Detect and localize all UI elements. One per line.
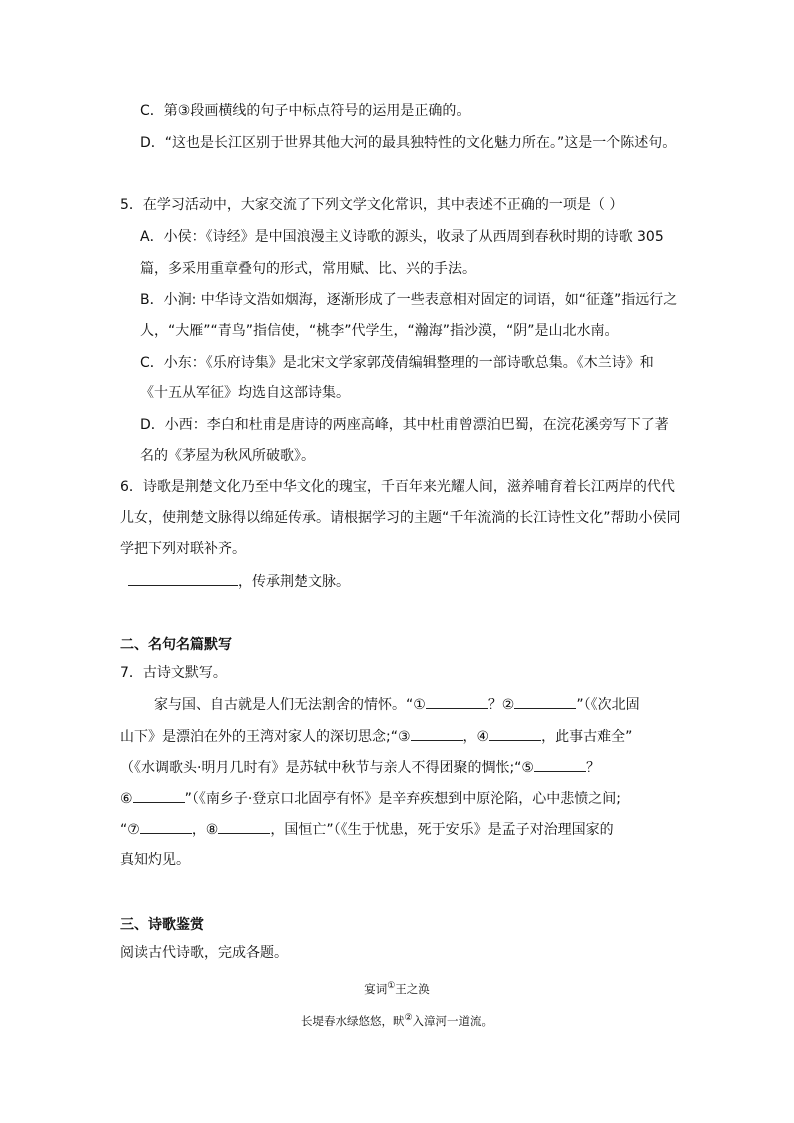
q6-answer-suffix: ，传承荆楚文脉。 (238, 574, 350, 590)
blank-5[interactable] (534, 756, 586, 772)
q7-text: ⑥ (120, 791, 133, 807)
q7-text: ，此事古难全” (541, 729, 633, 745)
q5-option-d-line2: 名的《茅屋为秋风所破歌》。 (140, 448, 315, 464)
q7-paragraph-line4 (120, 787, 621, 810)
q7-text: ？ (585, 760, 600, 776)
poem-line-text: 入漳河一道流。 (412, 1013, 494, 1028)
poem-author: 王之涣 (395, 981, 430, 996)
q5-option-d-line1: D．小西：李白和杜甫是唐诗的两座高峰，其中杜甫曾漂泊巴蜀，在浣花溪旁写下了著 (140, 417, 669, 433)
q6-answer-line (128, 570, 350, 593)
q7-text: 山下》是漂泊在外的王湾对家人的深切思念;“③ (120, 729, 411, 745)
q6-answer-blank[interactable] (128, 570, 238, 586)
q7-stem: 7．古诗文默写。 (120, 665, 227, 681)
q4-option-c: C．第③段画横线的句子中标点符号的运用是正确的。 (140, 103, 471, 119)
q7-paragraph-line1 (154, 693, 640, 716)
blank-3[interactable] (411, 725, 463, 741)
q4-option-d: D．“这也是长江区别于世界其他大河的最具独特性的文化魅力所在。”这是一个陈述句。 (140, 135, 677, 151)
q7-text: “⑦ (120, 822, 140, 838)
q6-line1: 6．诗歌是荆楚文化乃至中华文化的瑰宝，千百年来光耀人间，滋养哺育着长江两岸的代代 (120, 479, 675, 495)
blank-8[interactable] (218, 818, 270, 834)
q7-paragraph-line2 (120, 725, 632, 748)
q7-text: ，⑧ (191, 822, 219, 838)
section3-title: 三、诗歌鉴赏 (120, 917, 204, 933)
q7-text: ？② (487, 697, 515, 713)
poem-line-1 (0, 1007, 794, 1032)
blank-2[interactable] (514, 693, 576, 709)
q7-paragraph-line3 (120, 756, 600, 779)
q5-option-a-line1: A．小侯：《诗经》是中国浪漫主义诗歌的源头，收录了从西周到春秋时期的诗歌 305 (140, 229, 664, 245)
blank-7[interactable] (140, 818, 192, 834)
section3-intro: 阅读古代诗歌，完成各题。 (120, 945, 288, 961)
q7-text: 家与国、自古就是人们无法割舍的情怀。“① (154, 697, 426, 713)
q5-option-c-line1: C．小东：《乐府诗集》是北宋文学家郭茂倩编辑整理的一部诗歌总集。《木兰诗》和 (140, 355, 654, 371)
q5-option-a-line2: 篇，多采用重章叠句的形式，常用赋、比、兴的手法。 (140, 261, 476, 277)
poem-title-text: 宴词 (364, 981, 388, 996)
q7-text: ，国恒亡”（《生于忧患，死于安乐》是孟子对治理国家的 (270, 822, 614, 838)
poem-title (0, 975, 794, 1000)
section2-title: 二、名句名篇默写 (120, 637, 232, 653)
q7-paragraph-line6: 真知灼见。 (120, 852, 190, 868)
q7-text: ”（《南乡子·登京口北固亭有怀》是辛弃疾想到中原沦陷，心中悲愤之间; (184, 791, 621, 807)
q5-option-b-line2: 人，“大雁”“青鸟”指信使，“桃李”代学生，“瀚海”指沙漠，“阴”是山北水南。 (140, 323, 619, 339)
poem-note-marker: ② (404, 1013, 413, 1023)
q6-line3: 学把下列对联补齐。 (120, 541, 246, 557)
q6-line2: 儿女，使荆楚文脉得以绵延传承。请根据学习的主题“千年流淌的长江诗性文化”帮助小侯同 (120, 510, 681, 526)
blank-6[interactable] (133, 787, 185, 803)
q5-stem: 5．在学习活动中，大家交流了下列文学文化常识，其中表述不正确的一项是（ ） (120, 197, 624, 213)
q7-text: ，④ (462, 729, 490, 745)
q7-paragraph-line5 (120, 818, 614, 841)
q5-option-b-line1: B．小涧: 中华诗文浩如烟海，逐渐形成了一些表意相对固定的词语，如“征蓬”指远行之 (140, 292, 678, 308)
q7-text: ”（《次北固 (576, 697, 640, 713)
blank-1[interactable] (426, 693, 488, 709)
blank-4[interactable] (489, 725, 541, 741)
poem-note-marker: ① (387, 981, 396, 991)
q7-text: （《水调歌头·明月几时有》是苏轼中秋节与亲人不得团聚的惆怅;“⑤ (120, 760, 534, 776)
poem-line-text: 长堤春水绿悠悠，畎 (300, 1013, 405, 1028)
q5-option-c-line2: 《十五从军征》均选自这部诗集。 (140, 385, 350, 401)
